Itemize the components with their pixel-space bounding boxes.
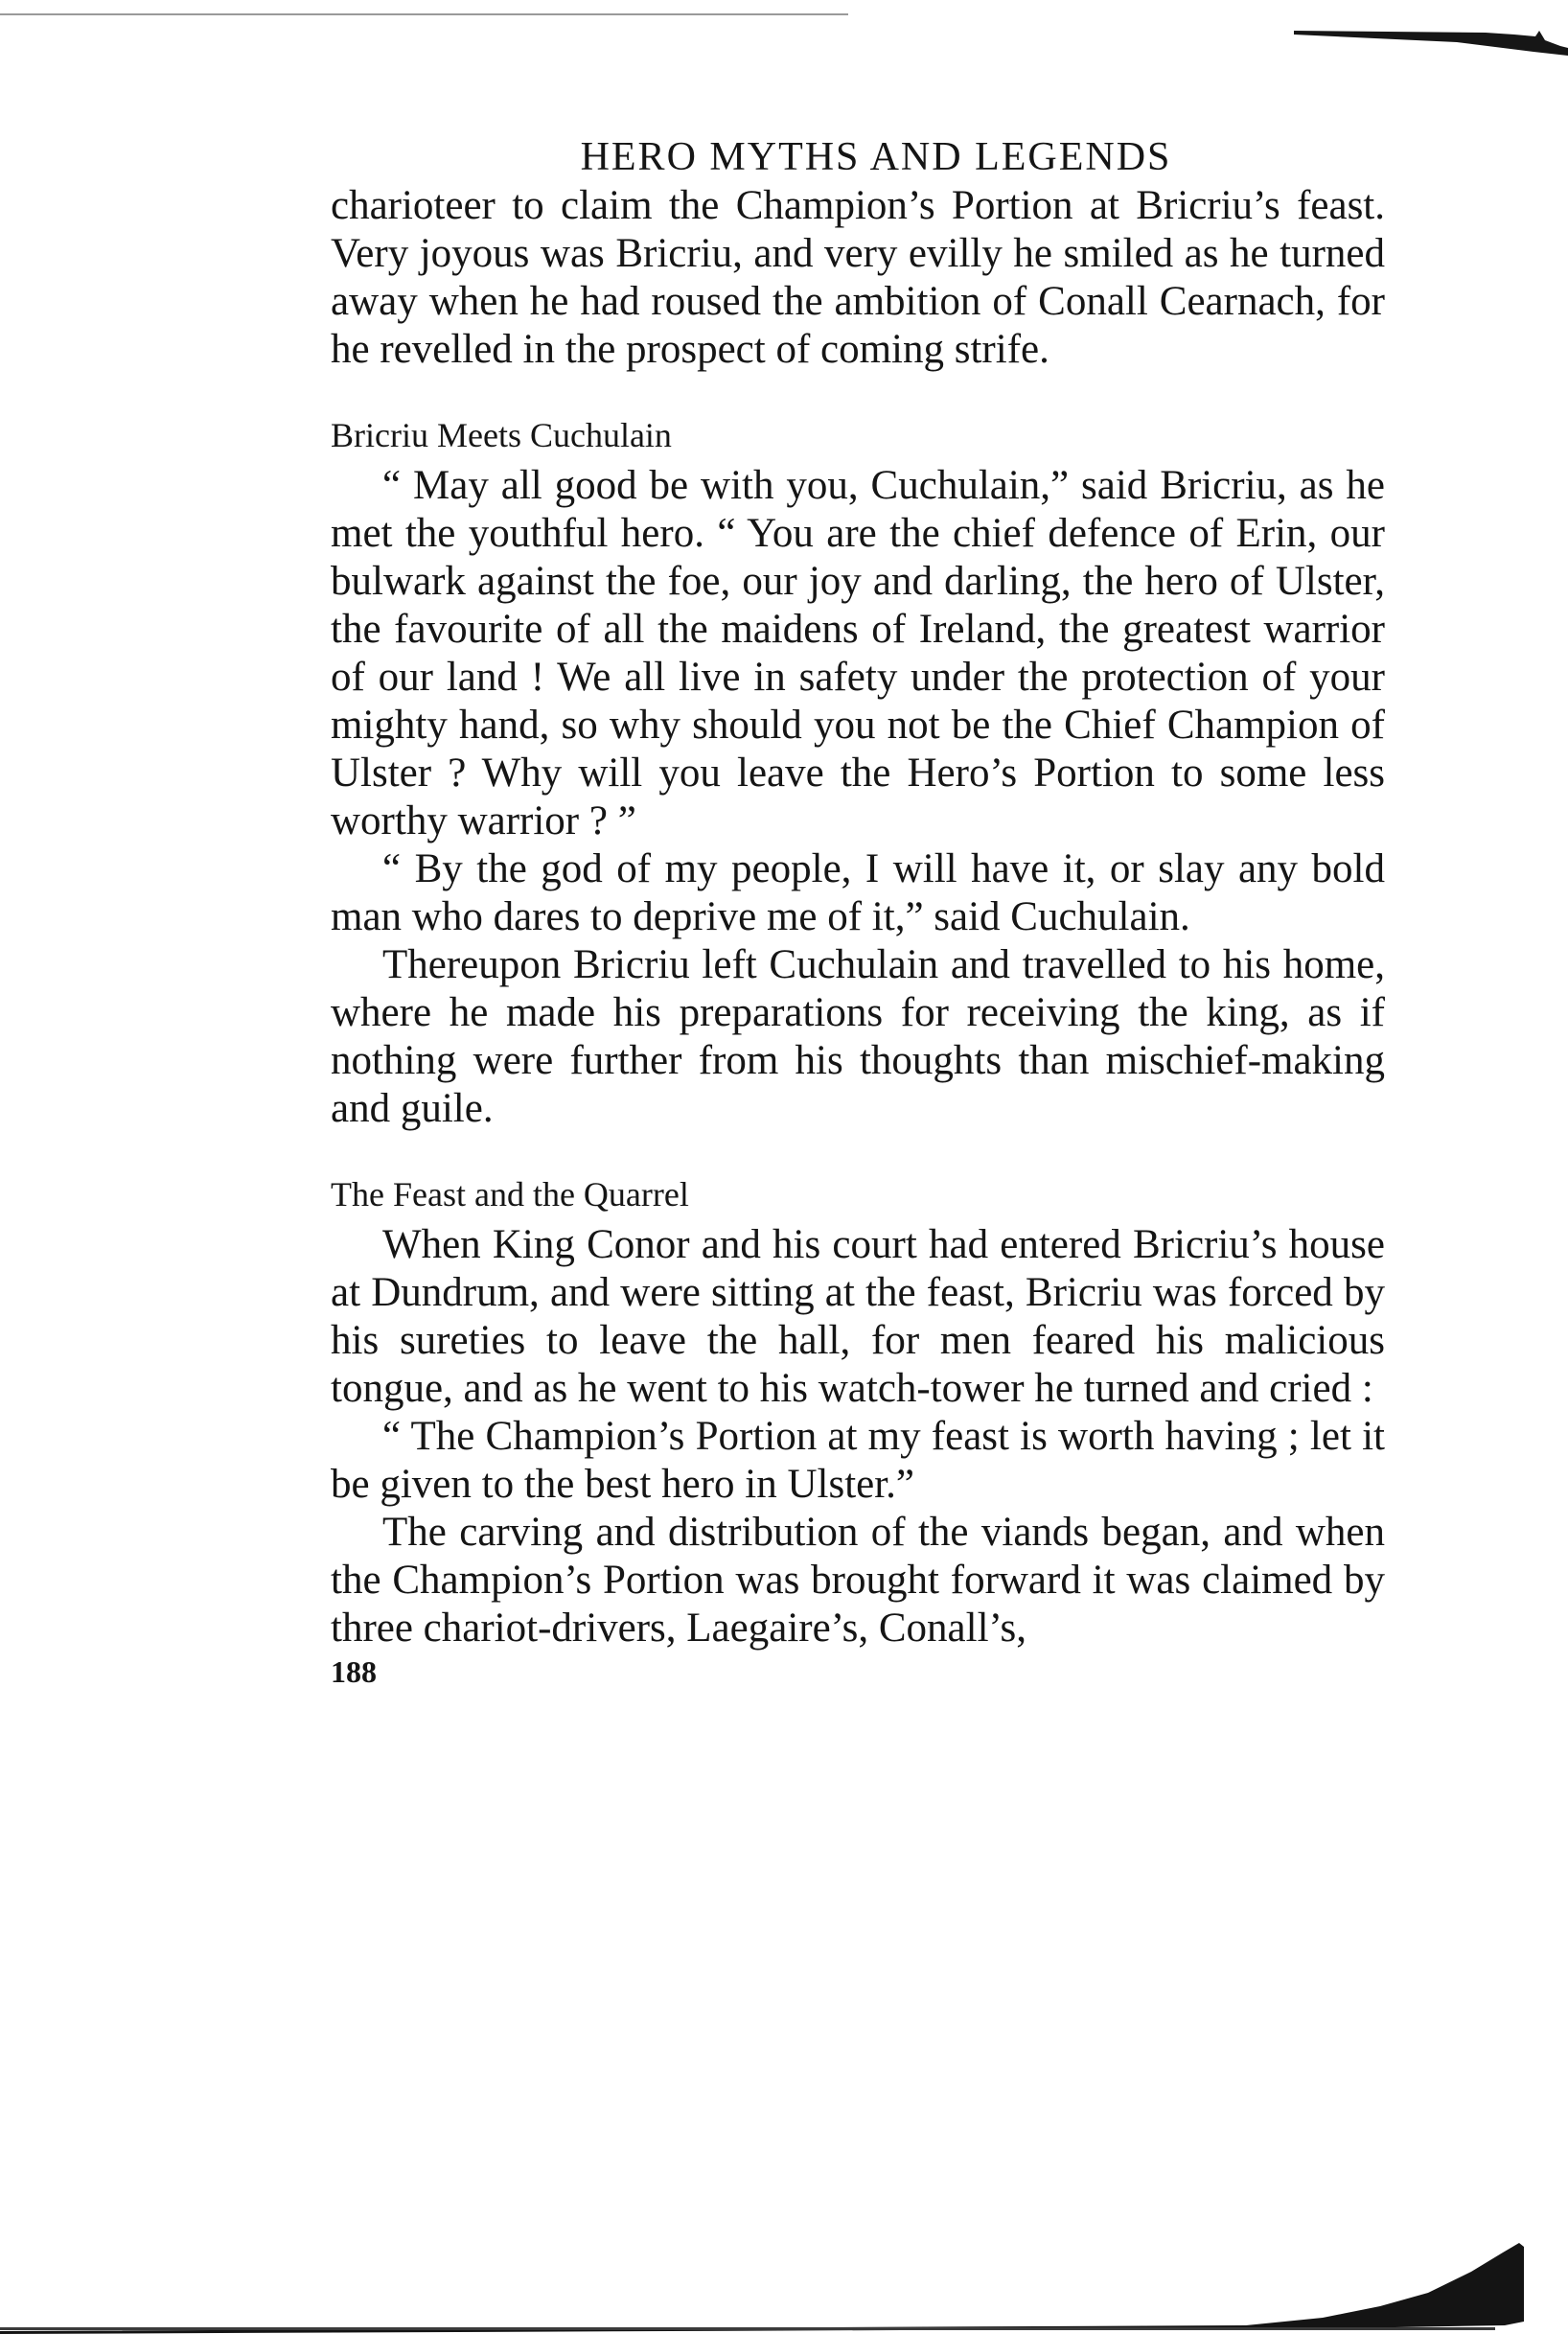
paragraph-bricriu-speech: “ May all good be with you, Cuchulain,” said Bricriu, as he met the youthful hero. “ You are the chief defence of Erin, our bulwark against the foe, our joy and darling, the hero of Ulster, the favourite of all the maidens of Ireland, the greatest warrior of our land ! We all live in safety under the protection of your mighty hand, so why should you not be the Chief Champion of Ulster ? Why will you leave the Hero’s Portion to some less worthy warrior ? ”	[331, 463, 1385, 843]
section-heading-bricriu-meets-cuchulain: Bricriu Meets Cuchulain	[331, 416, 672, 454]
paragraph-portion-claimed: The carving and distribution of the viands began, and when the Champion’s Portion was brought forward it was claimed by three chariot-drivers, Laegaire’s, Conall’s,	[331, 1510, 1385, 1651]
section-heading-feast-and-quarrel: The Feast and the Quarrel	[331, 1175, 689, 1213]
scan-edge-artifact-top-right	[1294, 27, 1568, 63]
paragraph-cuchulain-reply: “ By the god of my people, I will have it, or slay any bold man who dares to deprive me of it,” said Cuchulain.	[331, 846, 1385, 939]
scan-edge-line-top	[0, 13, 848, 15]
paragraph-bricriu-cry: “ The Champion’s Portion at my feast is worth having ; let it be given to the best hero in Ulster.”	[331, 1414, 1385, 1507]
book-page	[331, 134, 1385, 1689]
paragraph-opening: charioteer to claim the Champion’s Portion at Bricriu’s feast. Very joyous was Bricriu, and very evilly he smiled as he turned away when he had roused the ambition of Conall Cearnach, for he revelled in the prospect of coming strife.	[331, 183, 1385, 372]
paragraph-king-conor-arrives: When King Conor and his court had entered Bricriu’s house at Dundrum, and were sitting at the feast, Bricriu was forced by his sureties to leave the hall, for men feared his malicious tongue, and as he went to his watch-tower he turned and cried :	[331, 1222, 1385, 1411]
running-head: HERO MYTHS AND LEGENDS	[580, 135, 1172, 179]
paragraph-bricriu-departs: Thereupon Bricriu left Cuchulain and travelled to his home, where he made his preparations for receiving the king, as if nothing were further from his thoughts than mischief-making and guile.	[331, 942, 1385, 1131]
scan-edge-artifact-bottom	[0, 2205, 1568, 2334]
page-number: 188	[331, 1654, 377, 1689]
